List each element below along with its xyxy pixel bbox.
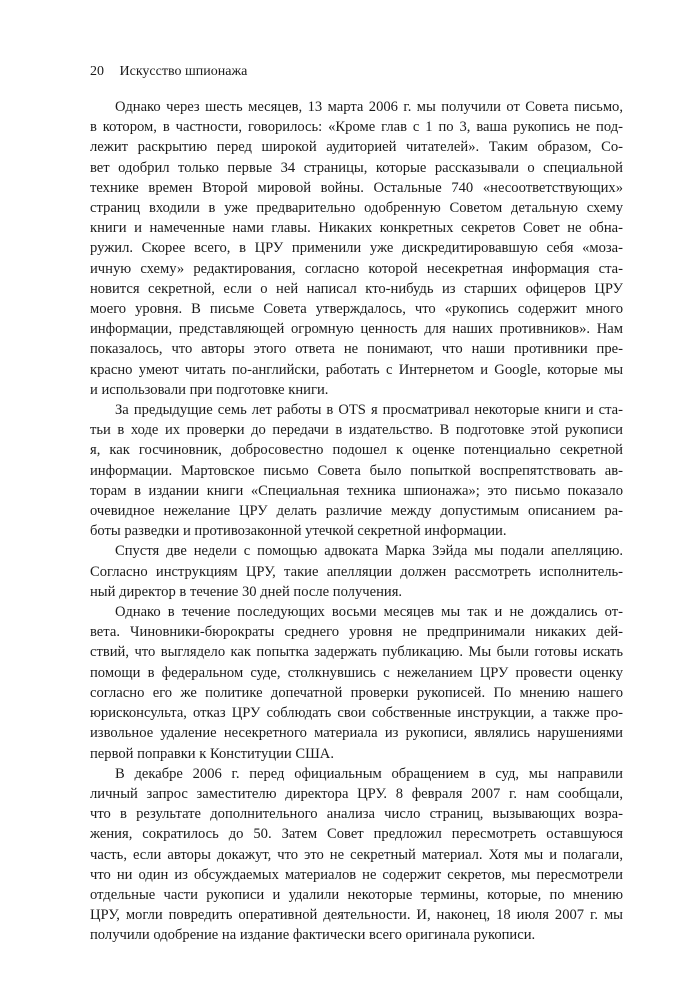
paragraph bbox=[90, 764, 623, 946]
text-line: ружил. Скорее всего, в ЦРУ применили уже дискредитировавшую себя «моза- bbox=[90, 240, 623, 257]
text-line: показалось, что авторы этого ответа не понимают, что наши противники пре- bbox=[90, 341, 623, 358]
text-line: получили одобрение на издание фактически всего оригинала рукописи. bbox=[90, 927, 536, 944]
text-line: личный запрос заместителю директора ЦРУ. 8 февраля 2007 г. нам сообщали, bbox=[90, 785, 623, 802]
text-line: первой поправки к Конституции США. bbox=[90, 745, 334, 762]
text-line: согласно его же политике допечатной проверки рукописей. По мнению нашего bbox=[90, 684, 623, 701]
text-line: ЦРУ, могли повредить оперативной деятельности. И, наконец, 18 июля 2007 г. мы bbox=[90, 907, 623, 924]
text-line: книги и намеченные нами главы. Никаких конкретных секретов Совет не обна- bbox=[90, 220, 623, 237]
text-line: технике времен Второй мировой войны. Остальные 740 «несоответствующих» bbox=[90, 179, 623, 196]
text-line: ный директор в течение 30 дней после получения. bbox=[90, 583, 403, 600]
text-line: что в результате дополнительного анализа число страниц, вызывающих возра- bbox=[90, 806, 623, 823]
text-line: моего уровня. В письме Совета утверждалось, что «рукопись содержит много bbox=[90, 301, 623, 318]
text-line: информации, представляющей огромную ценность для наших противников». Нам bbox=[90, 321, 623, 338]
text-line: помощи в федеральном суде, столкнувшись с нежеланием ЦРУ провести оценку bbox=[90, 664, 623, 681]
text-line: жения, сократилось до 50. Затем Совет предложил пересмотреть оставшуюся bbox=[90, 826, 623, 843]
text-line: ичную схему» редактирования, согласно которой несекретная информация ста- bbox=[90, 260, 623, 277]
paragraph bbox=[90, 97, 623, 400]
text-line: новится секретной, если о ней написал кто-нибудь из старших офицеров ЦРУ bbox=[90, 280, 623, 297]
paragraph bbox=[90, 602, 623, 764]
text-line: За предыдущие семь лет работы в OTS я просматривал некоторые книги и ста- bbox=[115, 402, 623, 419]
text-line: извольное удаление несекретного материала из рукописи, являлись нарушениями bbox=[90, 725, 623, 742]
text-line: что ни один из обсуждаемых материалов не содержит секретов, мы пересмотрели bbox=[90, 866, 623, 883]
body-text bbox=[90, 97, 623, 946]
text-line: Однако в течение последующих восьми месяцев мы так и не дождались от- bbox=[115, 604, 623, 621]
text-line: и использовали при подготовке книги. bbox=[90, 381, 329, 398]
text-line: боты разведки и противозаконной утечкой секретной информации. bbox=[90, 523, 507, 540]
text-line: отдельные части рукописи и удалили некоторые термины, которые, по мнению bbox=[90, 886, 623, 903]
text-line: я, как госчиновник, добросовестно подошел к оценке потенциально секретной bbox=[90, 442, 623, 459]
text-line: Однако через шесть месяцев, 13 марта 2006 г. мы получили от Совета письмо, bbox=[115, 99, 623, 115]
text-line: лежит раскрытию перед широкой аудиторией читателей». Таким образом, Со- bbox=[90, 139, 623, 156]
paragraph bbox=[90, 541, 623, 602]
text-line: торам в издании книги «Специальная техника шпионажа»; это письмо показало bbox=[90, 482, 623, 499]
text-line: страниц входили в уже предварительно одобренную Советом детальную схему bbox=[90, 200, 623, 217]
text-line: ствий, что выглядело как попытка задержать публикацию. Мы были готовы искать bbox=[90, 644, 623, 661]
text-line: красно умеют читать по-английски, работать с Интернетом и Google, которые мы bbox=[90, 361, 623, 378]
text-line: вета. Чиновники-бюрократы среднего уровня не предпринимали никаких дей- bbox=[90, 624, 623, 641]
text-line: Спустя две недели с помощью адвоката Марка Зэйда мы подали апелляцию. bbox=[115, 543, 623, 560]
paragraph bbox=[90, 400, 623, 541]
text-line: юрисконсульта, отказ ЦРУ соблюдать свои собственные инструкции, а также про- bbox=[90, 705, 623, 722]
text-line: вет одобрил только первые 34 страницы, которые рассказывали о специальной bbox=[90, 159, 623, 176]
running-head bbox=[90, 63, 247, 81]
text-line: в котором, в частности, говорилось: «Кроме глав с 1 по 3, ваша рукопись не под- bbox=[90, 119, 623, 136]
text-line: информации. Мартовское письмо Совета было попыткой воспрепятствовать ав- bbox=[90, 462, 623, 479]
text-line: тьи в ходе их проверки до передачи в издательство. В подготовке этой рукописи bbox=[90, 422, 623, 439]
text-line: очевидное нежелание ЦРУ делать различие между допустимым описанием ра- bbox=[90, 503, 623, 520]
text-line: В декабре 2006 г. перед официальным обращением в суд, мы направили bbox=[115, 765, 623, 782]
running-title: Искусство шпионажа bbox=[119, 64, 248, 79]
page-number: 20 bbox=[90, 64, 104, 79]
text-line: часть, если авторы докажут, что это не секретный материал. Хотя мы и полагали, bbox=[90, 846, 623, 863]
text-line: Согласно инструкциям ЦРУ, такие апелляции должен рассмотреть исполнитель- bbox=[90, 563, 623, 580]
